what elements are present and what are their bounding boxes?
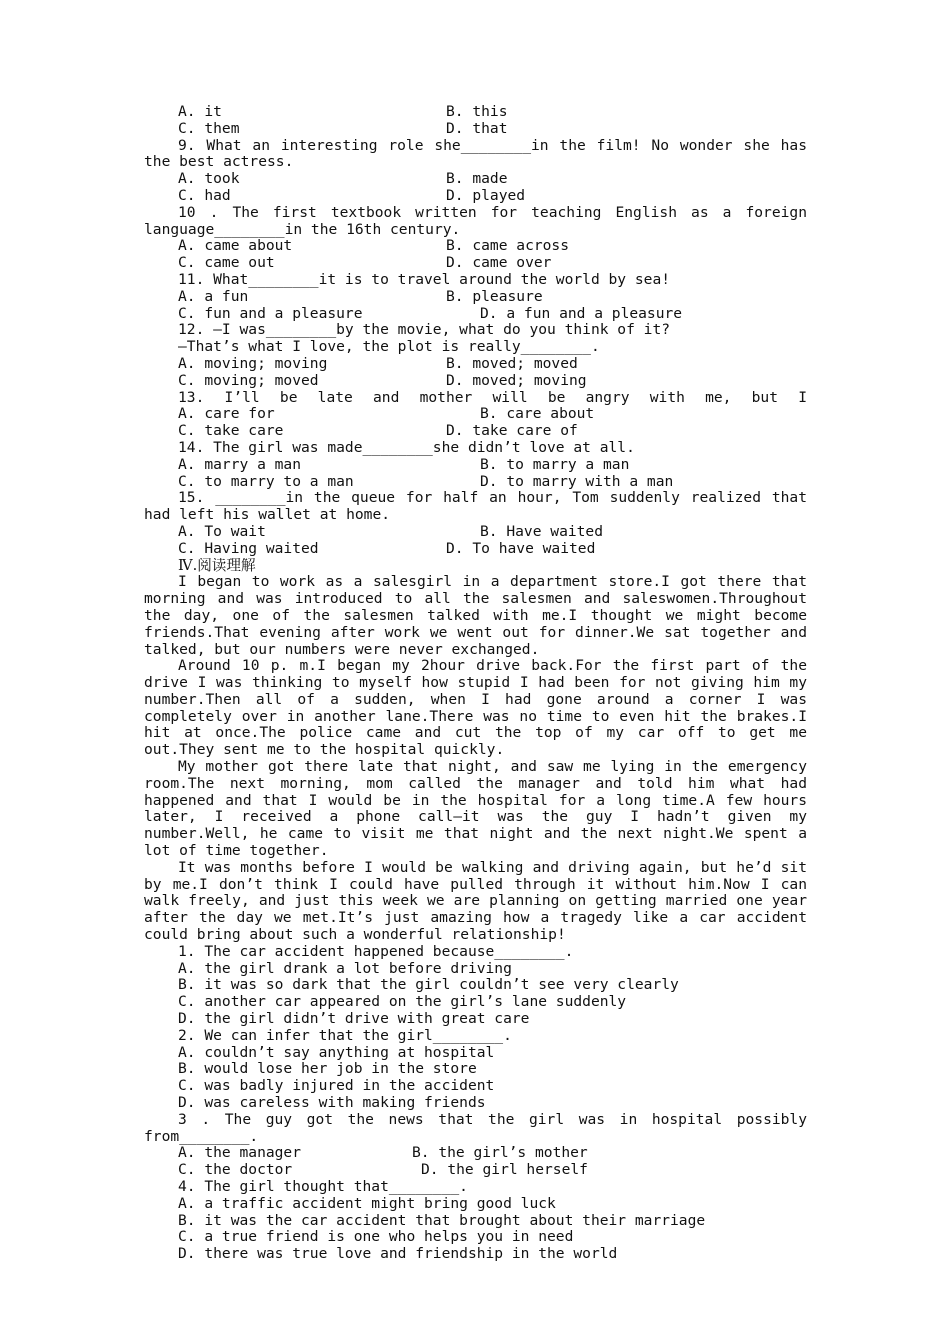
option-row (144, 188, 807, 205)
option-row (144, 356, 807, 373)
option-row (144, 121, 807, 138)
text-line: C. another car appeared on the girl’s lane suddenly (178, 994, 627, 1011)
option-right: B. moved; moved (446, 355, 578, 372)
option-left: C. fun and a pleasure (178, 305, 363, 322)
document-content (144, 104, 807, 1263)
option-right: D. To have waited (446, 540, 596, 557)
text-line: C. was badly injured in the accident (178, 1078, 495, 1095)
option-row (144, 306, 807, 323)
option-row (144, 474, 807, 491)
section-heading: Ⅳ.阅读理解 (178, 557, 256, 574)
option-right: B. care about (480, 406, 595, 423)
option-left: C. the doctor (178, 1162, 293, 1179)
option-left: C. to marry to a man (178, 473, 354, 490)
option-right: B. to marry a man (480, 456, 630, 473)
passage-paragraph: It was months before I would be walking and driving again, but he’d sit by me.I don’t think I could have pulled through it without him.Now I can walk freely, and just this week we are planning on getting married one year after the day we met.It’s just amazing how a tragedy like a car accident could bring about such a wonderful relationship! (144, 858, 807, 944)
option-left: C. came out (178, 255, 275, 272)
option-right: B. the girl’s mother (412, 1145, 588, 1162)
text-line: 11. What________it is to travel around the world by sea! (178, 271, 671, 288)
question-continuation: had left his wallet at home. (144, 507, 391, 524)
option-left: A. the manager (178, 1145, 302, 1162)
option-row (144, 524, 807, 541)
question-line: 9. What an interesting role she________in the film! No wonder she has (178, 137, 807, 154)
option-right: D. a fun and a pleasure (480, 305, 683, 322)
text-line: A. the girl drank a lot before driving (178, 960, 512, 977)
option-right: D. came over (446, 255, 552, 272)
option-right: D. take care of (446, 423, 578, 440)
option-left: C. take care (178, 423, 284, 440)
option-row (144, 373, 807, 390)
reading-passage (144, 574, 807, 944)
option-left: A. it (178, 104, 222, 120)
option-right: D. that (446, 120, 508, 137)
option-left: A. care for (178, 406, 275, 423)
option-left: C. them (178, 120, 240, 137)
option-row (144, 255, 807, 272)
text-line: A. a traffic accident might bring good luck (178, 1195, 556, 1212)
text-line: 1. The car accident happened because________. (178, 943, 574, 960)
option-row (144, 1162, 807, 1179)
reading-questions (144, 944, 807, 1263)
text-line: A. couldn’t say anything at hospital (178, 1044, 495, 1061)
text-line: D. the girl didn’t drive with great care (178, 1011, 530, 1028)
option-left: A. moving; moving (178, 355, 328, 372)
option-left: C. Having waited (178, 540, 319, 557)
option-left: A. To wait (178, 523, 266, 540)
option-left: C. moving; moved (178, 372, 319, 389)
option-row (144, 1145, 807, 1162)
grammar-questions (144, 104, 807, 558)
option-row (144, 457, 807, 474)
option-right: D. the girl herself (421, 1162, 588, 1179)
option-left: A. marry a man (178, 456, 302, 473)
question-line: 15. ________in the queue for half an hour, Tom suddenly realized that (178, 490, 807, 507)
option-right: D. moved; moving (446, 372, 587, 389)
option-left: A. took (178, 171, 240, 188)
text-line: 12. —I was________by the movie, what do you think of it? (178, 322, 671, 339)
question-line: 13. I’ll be late and mother will be angry with me, but I (178, 389, 807, 406)
question-line: 3 . The guy got the news that the girl was in hospital possibly (178, 1111, 807, 1128)
option-right: D. to marry with a man (480, 473, 674, 490)
text-line: B. would lose her job in the store (178, 1061, 477, 1078)
passage-paragraph: My mother got there late that night, and saw me lying in the emergency room.The next morning, mom called the manager and told him what had happened and that I would be in the hospital for a long time.A few hours later, I received a phone call—it was the guy I hadn’t given my number.Well, he came to visit me that night and the next night.We spent a lot of time together. (144, 758, 807, 860)
option-right: B. pleasure (446, 288, 543, 305)
option-left: C. had (178, 187, 231, 204)
option-row (144, 423, 807, 440)
option-row (144, 171, 807, 188)
option-row (144, 104, 807, 121)
option-left: A. a fun (178, 288, 249, 305)
option-right: B. made (446, 171, 508, 188)
option-right: B. this (446, 104, 508, 120)
text-line: B. it was so dark that the girl couldn’t see very clearly (178, 977, 679, 994)
option-right: B. came across (446, 238, 570, 255)
passage-paragraph: Around 10 p. m.I began my 2hour drive back.For the first part of the drive I was thinking to myself how stupid I had been for not giving him my number.Then all of a sudden, when I had gone around a corner I was completely over in another lane.There was no time to even hit the brakes.I hit at once.The police came and cut the top of my car off to get me out.They sent me to the hospital quickly. (144, 657, 807, 759)
text-line: —That’s what I love, the plot is really________. (178, 339, 600, 356)
option-row (144, 238, 807, 255)
question-continuation: from________. (144, 1128, 259, 1145)
text-line: C. a true friend is one who helps you in need (178, 1229, 574, 1246)
text-line: 4. The girl thought that________. (178, 1179, 468, 1195)
option-row (144, 541, 807, 558)
option-right: B. Have waited (480, 523, 604, 540)
text-line: D. was careless with making friends (178, 1095, 486, 1112)
text-line: 14. The girl was made________she didn’t love at all. (178, 439, 635, 456)
question-line: 10 . The first textbook written for teaching English as a foreign (178, 204, 807, 221)
option-row (144, 289, 807, 306)
question-continuation: language________in the 16th century. (144, 221, 461, 238)
question-continuation: the best actress. (144, 154, 294, 171)
option-left: A. came about (178, 238, 293, 255)
option-row (144, 406, 807, 423)
text-line: 2. We can infer that the girl________. (178, 1027, 512, 1044)
option-right: D. played (446, 187, 526, 204)
text-line: D. there was true love and friendship in the world (178, 1246, 618, 1263)
passage-paragraph: I began to work as a salesgirl in a department store.I got there that morning and was introduced to all the salesmen and saleswomen.Throughout the day, one of the salesmen talked with me.I thought we might become friends.That evening after work we went out for dinner.We sat together and talked, but our numbers were never exchanged. (144, 573, 807, 658)
text-line: B. it was the car accident that brought about their marriage (178, 1212, 706, 1229)
